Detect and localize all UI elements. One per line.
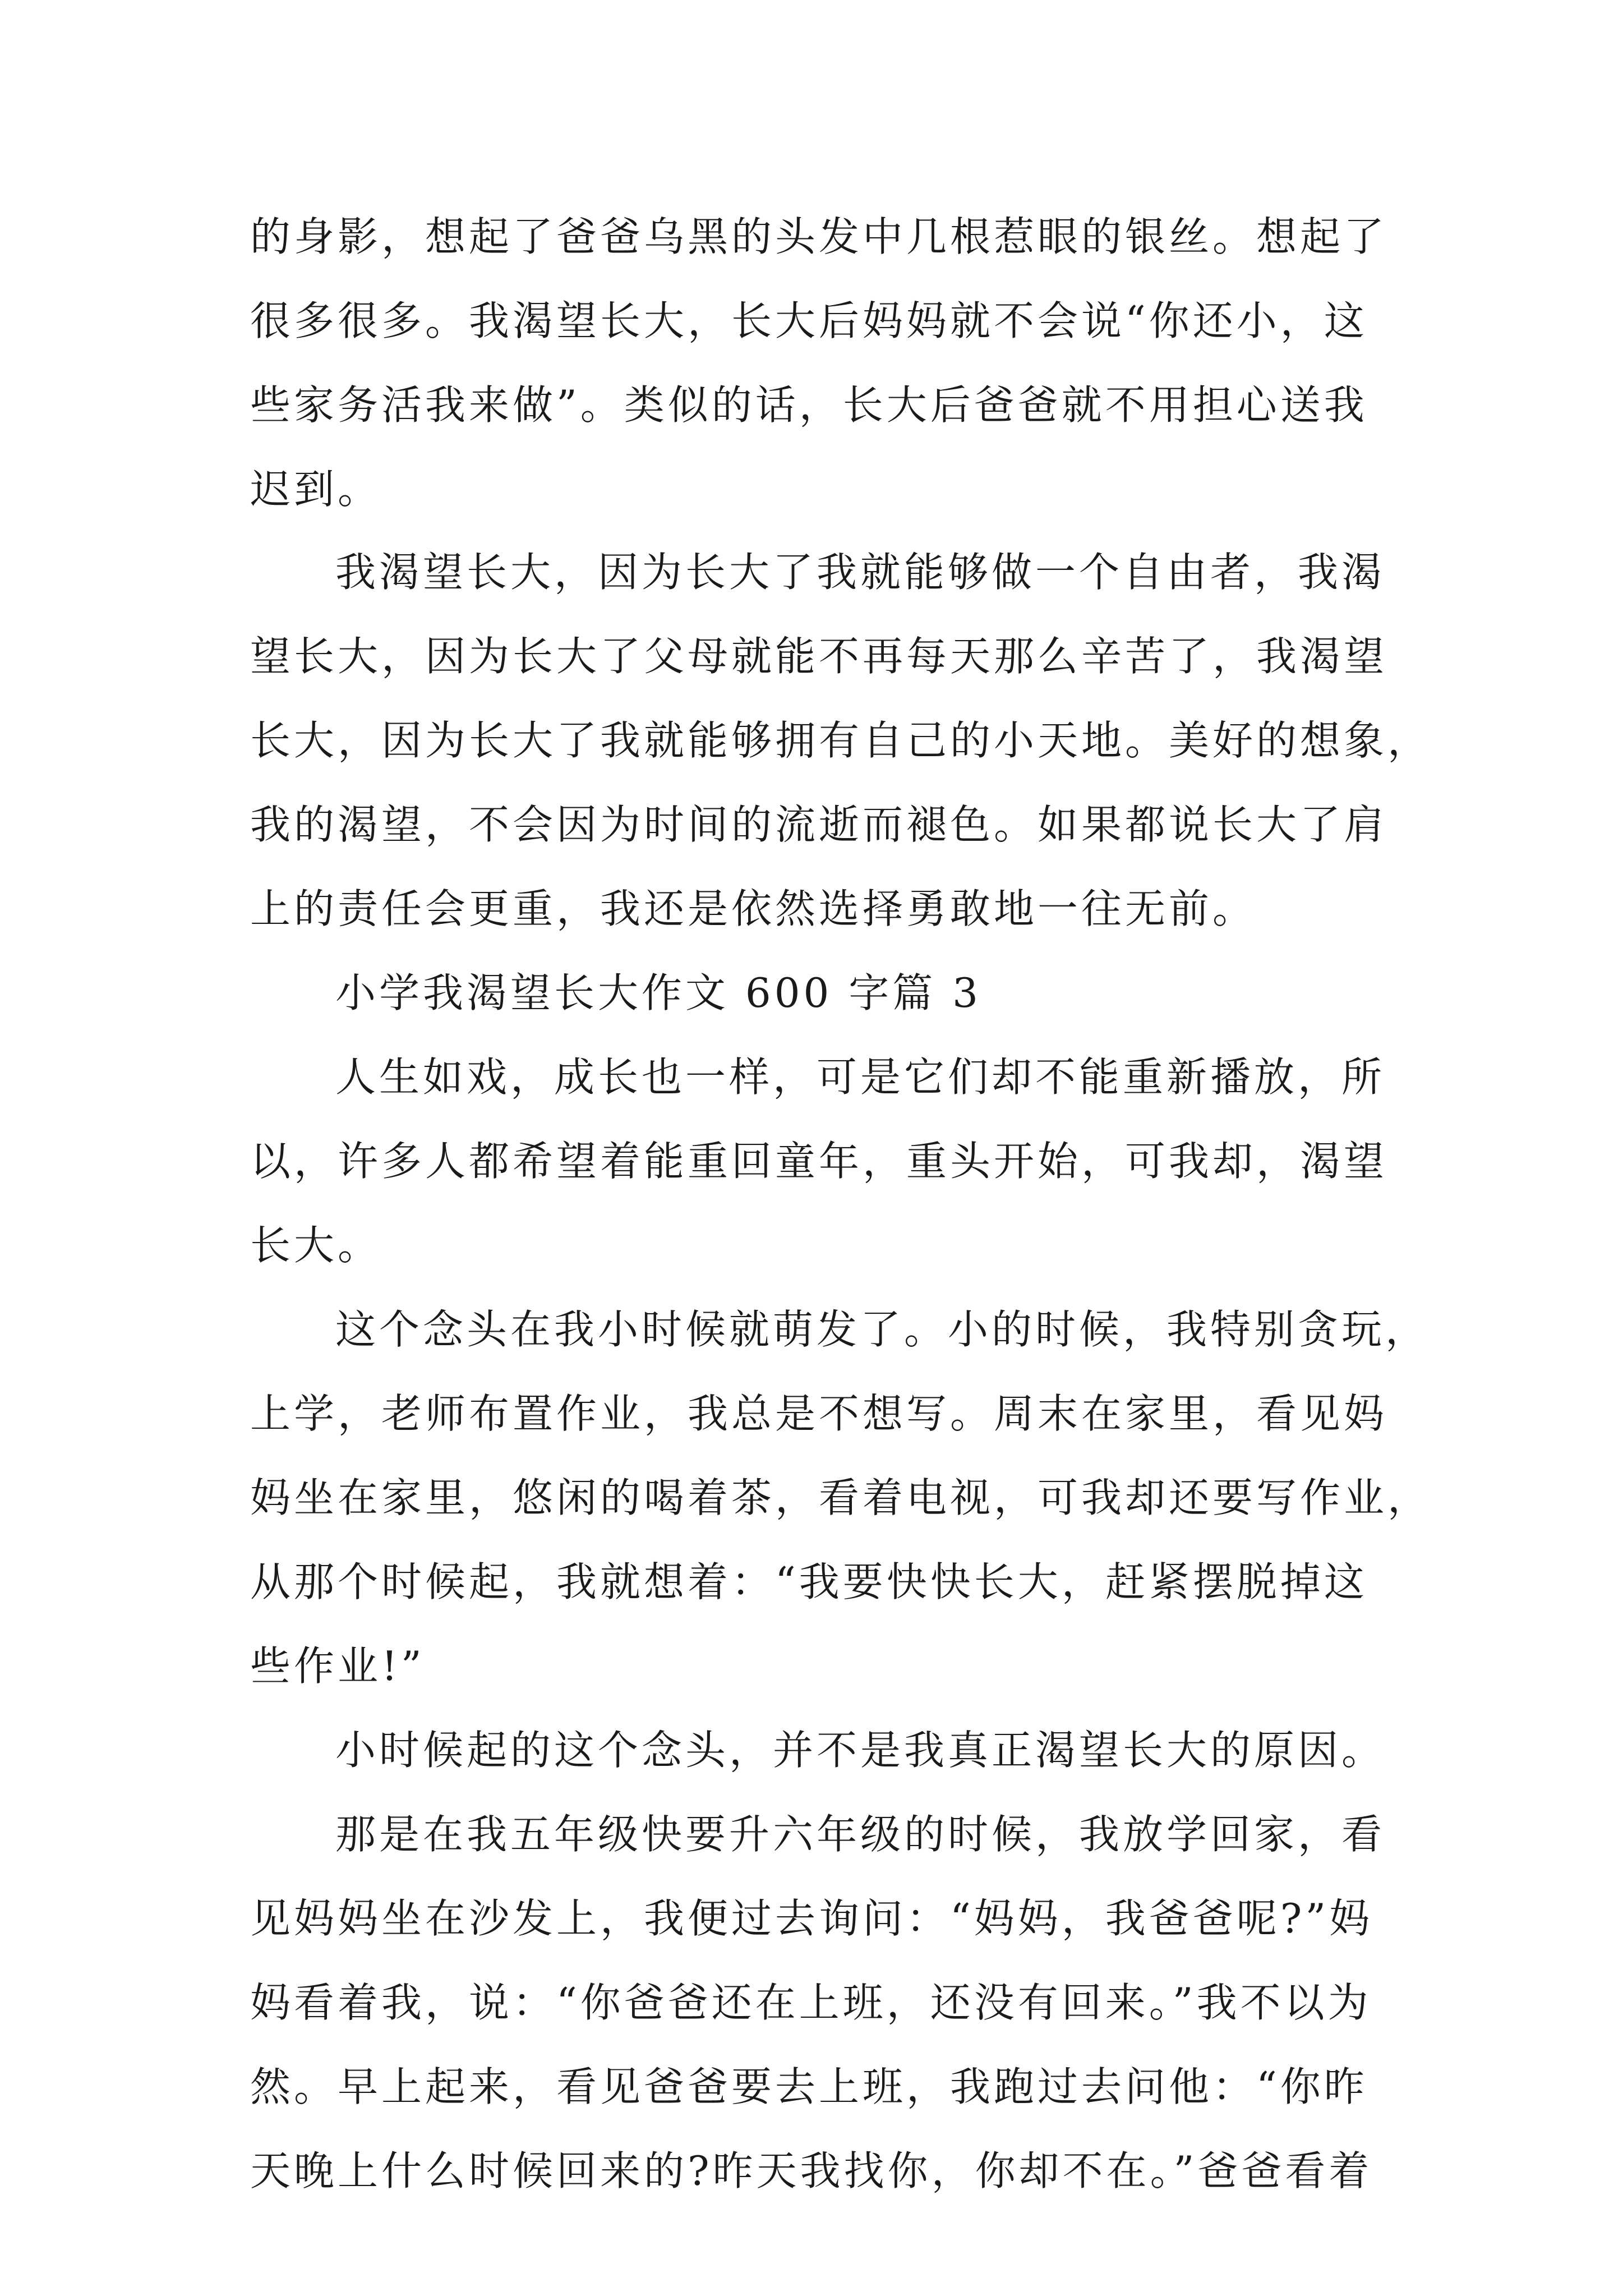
paragraph-start-line: 人生如戏，成长也一样，可是它们却不能重新播放，所 bbox=[335, 1053, 1386, 1101]
text-line: 迟到。 bbox=[250, 466, 382, 513]
paragraph-start-line: 我渴望长大，因为长大了我就能够做一个自由者，我渴 bbox=[335, 549, 1386, 596]
paragraph-start-line: 小时候起的这个念头，并不是我真正渴望长大的原因。 bbox=[335, 1727, 1386, 1774]
text-line: 很多很多。我渴望长大，长大后妈妈就不会说“你还小，这 bbox=[250, 297, 1368, 344]
paragraph-start-line: 这个念头在我小时候就萌发了。小的时候，我特别贪玩， bbox=[335, 1306, 1430, 1353]
text-line: 些家务活我来做”。类似的话，长大后爸爸就不用担心送我 bbox=[250, 381, 1368, 429]
text-line: 些作业!” bbox=[250, 1642, 425, 1690]
text-line: 的身影，想起了爸爸乌黑的头发中几根惹眼的银丝。想起了 bbox=[250, 213, 1388, 260]
text-line: 妈看着我，说：“你爸爸还在上班，还没有回来。”我不以为 bbox=[250, 1979, 1372, 2026]
section-heading: 小学我渴望长大作文 600 字篇 3 bbox=[335, 969, 981, 1016]
text-line: 见妈妈坐在沙发上，我便过去询问：“妈妈，我爸爸呢?”妈 bbox=[250, 1895, 1373, 1942]
text-line: 然。早上起来，看见爸爸要去上班，我跑过去问他：“你昨 bbox=[250, 2063, 1368, 2110]
paragraph-start-line: 那是在我五年级快要升六年级的时候，我放学回家，看 bbox=[335, 1811, 1386, 1858]
text-line: 天晚上什么时候回来的?昨天我找你，你却不在。”爸爸看着 bbox=[250, 2147, 1373, 2194]
text-line: 上的责任会更重，我还是依然选择勇敢地一往无前。 bbox=[250, 885, 1257, 932]
text-line: 长大。 bbox=[250, 1222, 382, 1269]
text-line: 我的渴望，不会因为时间的流逝而褪色。如果都说长大了肩 bbox=[250, 801, 1388, 848]
text-line: 妈坐在家里，悠闲的喝着茶，看着电视，可我却还要写作业， bbox=[250, 1474, 1432, 1521]
text-line: 长大，因为长大了我就能够拥有自己的小天地。美好的想象， bbox=[250, 717, 1432, 764]
text-line: 上学，老师布置作业，我总是不想写。周末在家里，看见妈 bbox=[250, 1390, 1388, 1437]
text-line: 从那个时候起，我就想着：“我要快快长大，赶紧摆脱掉这 bbox=[250, 1558, 1368, 1605]
text-line: 以，许多人都希望着能重回童年，重头开始，可我却，渴望 bbox=[250, 1138, 1388, 1185]
text-line: 望长大，因为长大了父母就能不再每天那么辛苦了，我渴望 bbox=[250, 633, 1388, 680]
